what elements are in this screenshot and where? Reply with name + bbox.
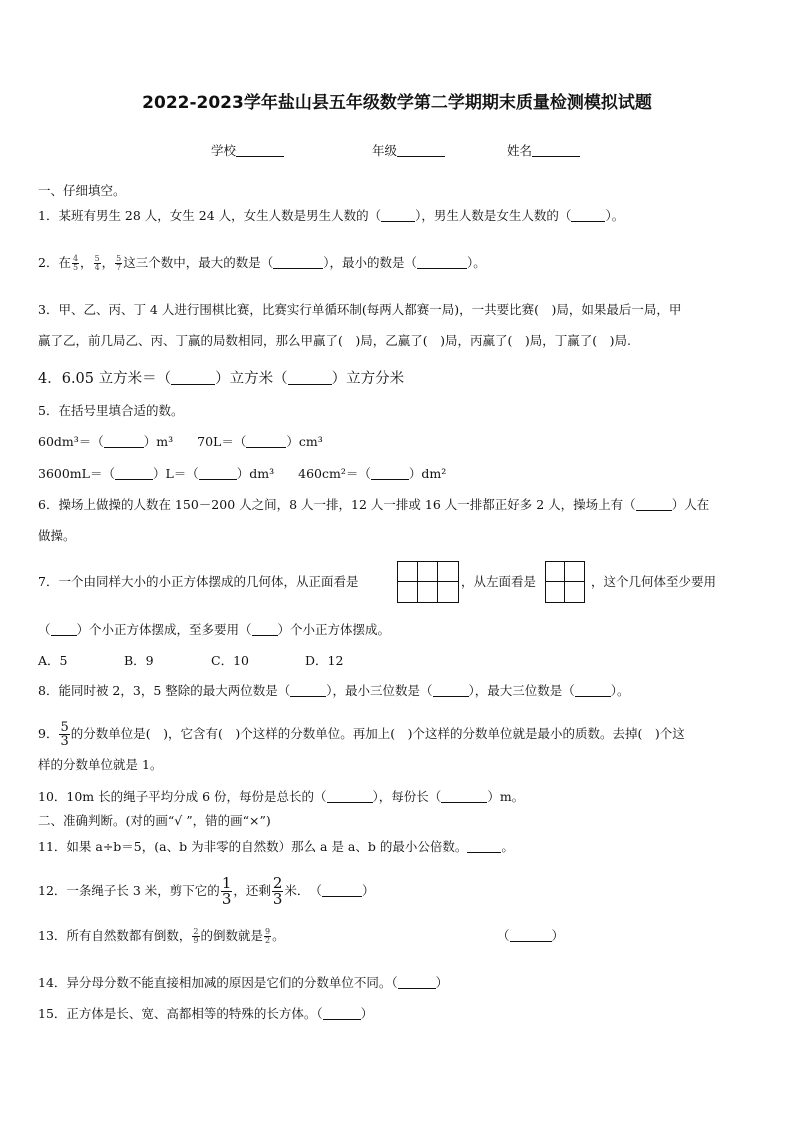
q5-r1-text-d: ）cm³ <box>286 434 323 449</box>
q10-text-a: 10．10m 长的绳子平均分成 6 份，每份是总长的（ <box>38 789 327 804</box>
q5-r1-blank-2[interactable] <box>246 435 286 448</box>
q6-text-a: 6．操场上做操的人数在 150－200 人之间，8 人一排，12 人一排或 16 人一排都正好多 2 人，操场上有（ <box>38 497 636 512</box>
q8-blank-3[interactable] <box>575 684 611 697</box>
q9-fraction-den: 3 <box>60 734 69 749</box>
q12-fraction-1-num: 1 <box>221 874 232 892</box>
question-7-text-a: 7．一个由同样大小的小正方体摆成的几何体，从正面看是 <box>38 574 359 589</box>
name-blank[interactable] <box>532 144 580 157</box>
q8-text-b: ），最小三位数是（ <box>326 683 433 698</box>
q8-text-c: ），最大三位数是（ <box>468 683 575 698</box>
q2-fraction-2-den: 4 <box>94 263 100 272</box>
q5-r1-blank-1[interactable] <box>104 435 144 448</box>
question-15 <box>38 1006 373 1022</box>
q13-fraction-1 <box>192 928 199 945</box>
question-1 <box>38 208 624 224</box>
q5-r2-blank-3[interactable] <box>371 467 409 480</box>
q12-blank[interactable] <box>322 884 362 897</box>
q7-text-l2b: ）个小正方体摆成，至多要用（ <box>76 622 252 637</box>
q4-text-b: ）立方米（ <box>215 371 288 387</box>
q5-r1-text-b: ）m³ <box>143 434 174 449</box>
q14-text-b: ） <box>435 975 449 990</box>
q9-text-l1: 的分数单位是( )，它含有( )个这样的分数单位。再加上( )个这样的分数单位就是最小的质数。去掉( )个这 <box>70 726 685 741</box>
grade-blank[interactable] <box>397 144 445 157</box>
q7-option-a[interactable]: A．5 <box>38 653 68 668</box>
page-title: 2022-2023学年盐山县五年级数学第二学期期末质量检测模拟试题 <box>142 93 652 113</box>
question-7-text-c: ，这个几何体至少要用 <box>591 574 717 589</box>
q2-fraction-3 <box>115 255 122 272</box>
q13-text-b: 的倒数就是 <box>200 928 264 943</box>
q12-text-c: 米． （ <box>284 883 322 898</box>
question-9-line-1 <box>38 721 685 748</box>
q2-fraction-2-num: 5 <box>94 254 100 263</box>
q5-r2-blank-1[interactable] <box>115 467 153 480</box>
left-view-grid <box>545 561 585 603</box>
question-13-answer <box>497 928 564 944</box>
q12-fraction-2 <box>272 876 284 907</box>
q12-text-d: ） <box>361 883 375 898</box>
q4-text-a: 4．6.05 立方米＝（ <box>38 371 172 387</box>
q1-text-a: 1．某班有男生 28 人，女生 24 人，女生人数是男生人数的（ <box>38 208 382 223</box>
q4-text-c: ）立方分米 <box>331 371 405 387</box>
question-9-line-2: 样的分数单位就是 1。 <box>38 757 163 772</box>
q15-text-b: ） <box>360 1006 374 1021</box>
question-4 <box>38 371 404 387</box>
section-1-heading: 一、仔细填空。 <box>38 183 126 198</box>
q14-blank[interactable] <box>398 976 436 989</box>
question-5-heading: 5．在括号里填合适的数。 <box>38 403 184 418</box>
q12-text-b: ，还剩 <box>233 883 271 898</box>
q8-blank-1[interactable] <box>290 684 326 697</box>
q9-fraction-num: 5 <box>60 720 69 735</box>
question-13 <box>38 928 285 945</box>
q15-blank[interactable] <box>323 1007 361 1020</box>
q12-text-a: 12．一条绳子长 3 米，剪下它的 <box>38 883 220 898</box>
q7-text-l2c: ）个小正方体摆成。 <box>277 622 391 637</box>
q13-text-a: 13．所有自然数都有倒数， <box>38 928 192 943</box>
q2-blank-1[interactable] <box>273 256 323 269</box>
q12-fraction-2-den: 3 <box>272 890 283 908</box>
q4-blank-1[interactable] <box>171 372 215 385</box>
question-6-line-1 <box>38 497 709 513</box>
q2-fraction-1 <box>72 255 79 272</box>
school-label: 学校 <box>211 143 237 158</box>
q5-r1-text-c: 70L＝（ <box>197 434 247 449</box>
q2-fraction-1-num: 4 <box>72 254 79 263</box>
q7-blank-2[interactable] <box>252 623 278 636</box>
q5-r2-text-a: 3600mL＝（ <box>38 466 115 481</box>
question-3-line-2: 赢了乙，前几局乙、丙、丁赢的局数相同，那么甲赢了( )局，乙赢了( )局，丙赢了( )局，丁赢了( )局. <box>38 333 631 348</box>
q5-r2-text-d: 460cm²＝（ <box>298 466 371 481</box>
q10-text-b: ），每份长（ <box>372 789 442 804</box>
q12-fraction-2-num: 2 <box>272 874 283 892</box>
q12-fraction-1 <box>221 876 233 907</box>
school-blank[interactable] <box>236 144 284 157</box>
q13-fraction-2-den: 2 <box>265 936 271 945</box>
question-7-text-b: ，从左面看是 <box>461 574 537 589</box>
q7-text-l2a: （ <box>38 622 51 637</box>
q10-text-c: ）m。 <box>487 789 525 804</box>
q6-blank[interactable] <box>636 498 672 511</box>
question-3-line-1: 3．甲、乙、丙、丁 4 人进行围棋比赛，比赛实行单循环制(每两人都赛一局)，一共要比赛( )局，如果最后一局，甲 <box>38 302 682 317</box>
section-2-heading: 二、准确判断。(对的画“√ ”，错的画“×”) <box>38 813 271 828</box>
name-field <box>507 143 580 159</box>
question-2 <box>38 255 486 272</box>
q8-text-a: 8．能同时被 2，3，5 整除的最大两位数是（ <box>38 683 291 698</box>
q2-text-c: ），最小的数是（ <box>323 255 418 270</box>
q2-fraction-2 <box>94 255 101 272</box>
q13-fraction-1-den: 9 <box>193 936 199 945</box>
q13-fraction-1-num: 2 <box>193 927 199 936</box>
q13-text-e: ） <box>551 928 565 943</box>
q1-text-c: ）。 <box>605 208 625 223</box>
q7-option-d[interactable]: D．12 <box>305 653 344 668</box>
q2-blank-2[interactable] <box>417 256 467 269</box>
q11-blank[interactable] <box>467 840 501 853</box>
q2-text-a: 2．在 <box>38 255 71 270</box>
q4-blank-2[interactable] <box>288 372 332 385</box>
grade-label: 年级 <box>372 143 398 158</box>
question-14 <box>38 975 448 991</box>
front-view-grid <box>397 561 459 603</box>
q11-text-a: 11．如果 a÷b＝5，(a、b 为非零的自然数）那么 a 是 a、b 的最小公倍数。 <box>38 839 468 854</box>
q7-option-c[interactable]: C．10 <box>211 653 249 668</box>
q13-fraction-2 <box>264 928 271 945</box>
q15-text-a: 15．正方体是长、宽、高都相等的特殊的长方体。（ <box>38 1006 323 1021</box>
q12-fraction-1-den: 3 <box>221 890 232 908</box>
question-6-line-2: 做操。 <box>38 528 76 543</box>
q7-blank-1[interactable] <box>51 623 77 636</box>
q2-sep-1: ， <box>80 255 93 270</box>
q1-text-b: ），男生人数是女生人数的（ <box>415 208 572 223</box>
question-5-row-2 <box>38 466 446 482</box>
q9-number: 9． <box>38 726 59 741</box>
q5-r2-blank-2[interactable] <box>199 467 237 480</box>
q6-text-b: ）人在 <box>671 497 710 512</box>
q13-blank[interactable] <box>510 929 552 942</box>
q2-fraction-1-den: 5 <box>72 263 79 272</box>
q2-fraction-3-num: 5 <box>116 254 122 263</box>
q10-blank-1[interactable] <box>327 790 373 803</box>
q14-text-a: 14．异分母分数不能直接相加减的原因是它们的分数单位不同。（ <box>38 975 398 990</box>
school-field <box>211 143 284 159</box>
q5-r2-text-c: ）dm³ <box>236 466 275 481</box>
grade-field <box>372 143 445 159</box>
question-11 <box>38 839 514 855</box>
q5-r1-text-a: 60dm³＝（ <box>38 434 104 449</box>
q8-blank-2[interactable] <box>433 684 469 697</box>
q13-fraction-2-num: 9 <box>265 927 271 936</box>
q10-blank-2[interactable] <box>441 790 487 803</box>
q11-text-b: 。 <box>501 839 514 854</box>
q8-text-d: ）。 <box>610 683 630 698</box>
question-12 <box>38 876 374 907</box>
q5-r2-text-b: ）L＝（ <box>152 466 199 481</box>
question-8 <box>38 683 630 699</box>
q2-fraction-3-den: 7 <box>116 263 122 272</box>
q13-text-c: 。 <box>272 928 285 943</box>
q1-blank-1[interactable] <box>381 209 415 222</box>
q2-sep-2: ， <box>101 255 115 270</box>
q5-r2-text-e: ）dm² <box>408 466 447 481</box>
q9-fraction <box>59 721 69 748</box>
q2-text-b: 这三个数中，最大的数是（ <box>123 255 274 270</box>
q1-blank-2[interactable] <box>571 209 605 222</box>
q2-text-d: ）。 <box>467 255 486 270</box>
question-5-row-1 <box>38 434 323 450</box>
q7-option-b[interactable]: B．9 <box>124 653 154 668</box>
q13-text-d: （ <box>497 928 510 943</box>
question-10 <box>38 789 524 805</box>
question-7-line-2 <box>38 622 390 638</box>
name-label: 姓名 <box>507 143 533 158</box>
